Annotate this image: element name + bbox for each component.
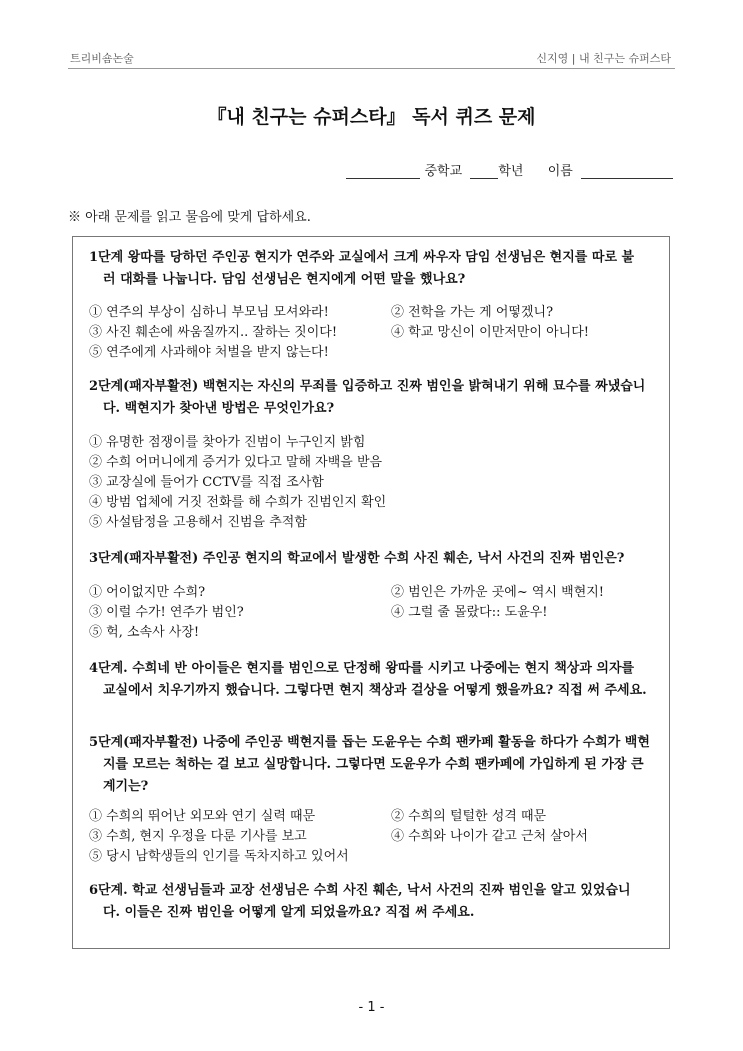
option[interactable]: ⑤ 당시 남학생들의 인기를 독차지하고 있어서: [89, 849, 349, 864]
page-title: 『내 친구는 슈퍼스타』 독서 퀴즈 문제: [207, 106, 536, 128]
question-text: 4단계. 수희네 반 아이들은 현지를 범인으로 단정해 왕따를 시키고 나중에는 현지 책상과 의자를: [89, 661, 635, 676]
question-2: [89, 376, 661, 420]
question-text: 6단계. 학교 선생님들과 교장 선생님은 수희 사진 훼손, 낙서 사건의 진짜 범인을 알고 있었습니: [89, 883, 631, 898]
page-number: - 1 -: [358, 1000, 385, 1015]
question-text: 계기는?: [103, 779, 149, 794]
question-1: [89, 247, 661, 291]
question-6: [89, 880, 661, 924]
header-divider: [68, 68, 675, 69]
option[interactable]: ④ 수희와 나이가 같고 근처 살아서: [391, 829, 588, 844]
option[interactable]: ② 수희 어머니에게 증거가 있다고 말해 자백을 받음: [89, 455, 383, 470]
header-right: 신지영 | 내 친구는 슈퍼스타: [536, 52, 671, 65]
question-text: 다. 백현지가 찾아낸 방법은 무엇인가요?: [103, 401, 335, 416]
question-text: 3단계(패자부활전) 주인공 현지의 학교에서 발생한 수희 사진 훼손, 낙서 사건의 진짜 범인은?: [89, 551, 625, 566]
option[interactable]: ③ 교장실에 들어가 CCTV를 직접 조사함: [89, 475, 324, 490]
grade-blank[interactable]: [470, 164, 498, 179]
grade-label: 학년: [498, 164, 524, 179]
question-4: [89, 658, 661, 702]
option[interactable]: ② 전학을 가는 게 어떻겠니?: [391, 305, 554, 320]
name-label: 이름: [547, 164, 573, 179]
question-text: 지를 모르는 척하는 걸 보고 실망합니다. 그렇다면 도윤우가 수희 팬카페에 가입하게 된 가장 큰: [103, 757, 644, 772]
name-blank[interactable]: [581, 164, 673, 179]
option[interactable]: ① 수희의 뛰어난 외모와 연기 실력 때문: [89, 809, 316, 824]
option[interactable]: ② 수희의 털털한 성격 때문: [391, 809, 547, 824]
school-label: 중학교: [424, 164, 463, 179]
student-info: [346, 160, 673, 179]
question-3: [89, 548, 661, 570]
option[interactable]: ⑤ 헉, 소속사 사장!: [89, 625, 200, 640]
option[interactable]: ⑤ 연주에게 사과해야 처벌을 받지 않는다!: [89, 345, 329, 360]
option[interactable]: ① 어이없지만 수희?: [89, 585, 206, 600]
question-text: 교실에서 치우기까지 했습니다. 그렇다면 현지 책상과 걸상을 어떻게 했을까요? 직접 써 주세요.: [103, 683, 647, 698]
option[interactable]: ③ 이럴 수가! 연주가 범인?: [89, 605, 244, 620]
option[interactable]: ① 유명한 점쟁이를 찾아가 진범이 누구인지 밝힘: [89, 435, 366, 450]
question-text: 5단계(패자부활전) 나중에 주인공 백현지를 돕는 도윤우는 수희 팬카페 활동을 하다가 수희가 백현: [89, 735, 650, 750]
question-5: [89, 732, 661, 798]
option[interactable]: ④ 학교 망신이 이만저만이 아니다!: [391, 325, 590, 340]
option[interactable]: ② 범인은 가까운 곳에~ 역시 백현지!: [391, 585, 605, 600]
option[interactable]: ③ 사진 훼손에 싸움질까지.. 잘하는 짓이다!: [89, 325, 338, 340]
question-text: 러 대화를 나눕니다. 담임 선생님은 현지에게 어떤 말을 했나요?: [103, 272, 466, 287]
option[interactable]: ⑤ 사설탐정을 고용해서 진범을 추적함: [89, 515, 307, 530]
question-text: 다. 이들은 진짜 범인을 어떻게 알게 되었을까요? 직접 써 주세요.: [103, 905, 475, 920]
instruction: ※ 아래 문제를 읽고 물음에 맞게 답하세요.: [68, 210, 311, 225]
option[interactable]: ④ 그럴 줄 몰랐다:: 도윤우!: [391, 605, 548, 620]
option[interactable]: ④ 방범 업체에 거짓 전화를 해 수희가 진범인지 확인: [89, 495, 387, 510]
option[interactable]: ① 연주의 부상이 심하니 부모님 모셔와라!: [89, 305, 329, 320]
school-blank[interactable]: [346, 164, 420, 179]
option[interactable]: ③ 수희, 현지 우정을 다룬 기사를 보고: [89, 829, 307, 844]
quiz-box: [72, 236, 670, 949]
header-left: 트리비숌논술: [70, 52, 134, 65]
question-text: 1단계 왕따를 당하던 주인공 현지가 연주와 교실에서 크게 싸우자 담임 선생님은 현지를 따로 불: [89, 250, 635, 265]
question-text: 2단계(패자부활전) 백현지는 자신의 무죄를 입증하고 진짜 범인을 밝혀내기 위해 묘수를 짜냈습니: [89, 379, 646, 394]
